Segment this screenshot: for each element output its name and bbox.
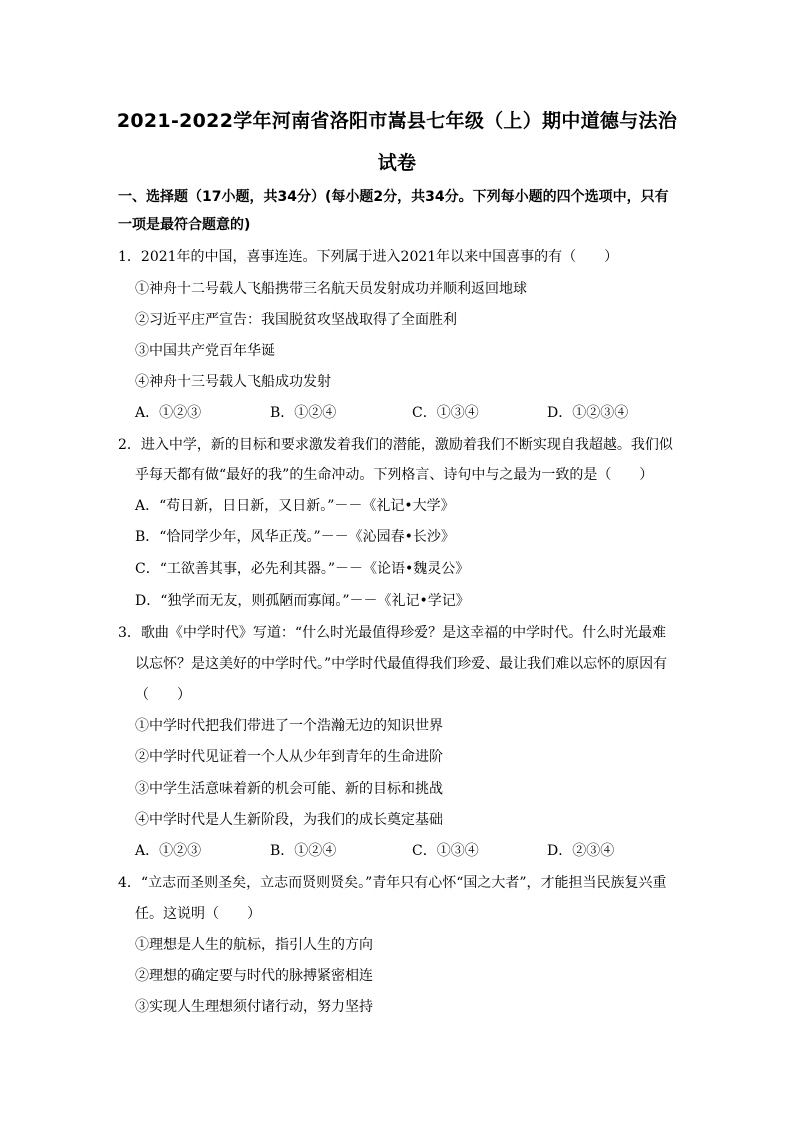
section-heading-line-2: 一项是最符合题意的) — [118, 217, 251, 233]
question-1-option-a: A．①②③ — [135, 405, 202, 421]
question-2-option-d: D．“独学而无友，则孤陋而寡闻。”－－《礼记•学记》 — [135, 593, 470, 609]
question-1-option-d: D．①②③④ — [547, 405, 629, 421]
question-1-option-c: C．①③④ — [412, 405, 479, 421]
question-2-stem-line-2: 乎每天都有做“最好的我”的生命冲动。下列格言、诗句中与之最为一致的是（ ） — [135, 467, 654, 483]
question-3-option-c: C．①③④ — [412, 843, 479, 859]
question-3-option-a: A．①②③ — [135, 843, 202, 859]
question-2-option-c: C．“工欲善其事，必先利其器。”－－《论语•魏灵公》 — [135, 561, 470, 577]
question-4-item-2: ②理想的确定要与时代的脉搏紧密相连 — [135, 968, 373, 984]
page-title-continued: 试卷 — [377, 152, 417, 174]
section-heading-line-1: 一、选择题（17小题，共34分）(每小题2分，共34分。下列每小题的四个选项中，只有 — [118, 189, 669, 205]
question-1-item-1: ①神舟十二号载人飞船携带三名航天员发射成功并顺利返回地球 — [135, 281, 527, 297]
question-3-stem-line-3: （ ） — [135, 687, 191, 703]
question-1-item-2: ②习近平庄严宣告：我国脱贫攻坚战取得了全面胜利 — [135, 312, 457, 328]
question-4-item-3: ③实现人生理想须付诸行动，努力坚持 — [135, 999, 373, 1015]
question-4-stem-line-1: 4．“立志而圣则圣矣，立志而贤则贤矣。”青年只有心怀“国之大者”，才能担当民族复兴重 — [118, 875, 667, 891]
question-1-item-4: ④神舟十三号载人飞船成功发射 — [135, 374, 331, 390]
question-1-stem: 1．2021年的中国，喜事连连。下列属于进入2021年以来中国喜事的有（ ） — [118, 249, 619, 265]
question-3-item-4: ④中学时代是人生新阶段，为我们的成长奠定基础 — [135, 812, 443, 828]
question-3-item-1: ①中学时代把我们带进了一个浩瀚无边的知识世界 — [135, 718, 443, 734]
question-3-item-3: ③中学生活意味着新的机会可能、新的目标和挑战 — [135, 781, 443, 797]
question-3-option-b: B．①②④ — [270, 843, 337, 859]
question-2-stem-line-1: 2．进入中学，新的目标和要求激发着我们的潜能，激励着我们不断实现自我超越。我们似 — [118, 437, 673, 453]
question-4-stem-line-2: 任。这说明（ ） — [135, 906, 261, 922]
question-1-option-b: B．①②④ — [270, 405, 337, 421]
question-1-item-3: ③中国共产党百年华诞 — [135, 343, 275, 359]
question-3-stem-line-1: 3．歌曲《中学时代》写道：“什么时光最值得珍爱？是这幸福的中学时代。什么时光最难 — [118, 625, 667, 641]
question-2-option-b: B．“恰同学少年，风华正茂。”－－《沁园春•长沙》 — [135, 529, 455, 545]
question-2-option-a: A．“苟日新，日日新，又日新。”－－《礼记•大学》 — [135, 498, 455, 514]
question-4-item-1: ①理想是人生的航标，指引人生的方向 — [135, 937, 373, 953]
page-title: 2021-2022学年河南省洛阳市嵩县七年级（上）期中道德与法治 — [116, 110, 678, 132]
question-3-stem-line-2: 以忘怀？是这美好的中学时代。”中学时代最值得我们珍爱、最让我们难以忘怀的原因有 — [135, 656, 668, 672]
question-3-option-d: D．②③④ — [547, 843, 615, 859]
question-3-item-2: ②中学时代见证着一个人从少年到青年的生命进阶 — [135, 749, 443, 765]
